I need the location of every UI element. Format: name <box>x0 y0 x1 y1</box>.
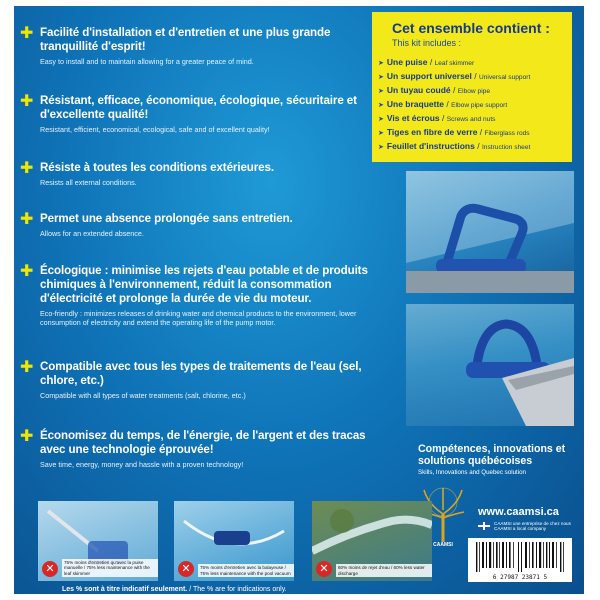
feature-subtitle: Eco-friendly : minimizes releases of drinking water and chemical products to the environment, lower consumption of electricity and extend the operating life of the pump motor. <box>40 309 357 327</box>
website-link[interactable]: www.caamsi.ca <box>478 506 559 518</box>
barcode-icon <box>468 538 572 574</box>
kit-item-en: Universal support <box>478 74 531 81</box>
arrow-icon: ➤ <box>378 60 384 67</box>
barcode-number: 6 27987 23871 5 <box>492 574 548 581</box>
thumbnail-caption: 60% moins de rejet d'eau / 60% less water discharge <box>336 564 432 577</box>
feature-subtitle: Allows for an extended absence. <box>40 229 144 238</box>
kit-item: ➤ Une puise / Leaf skimmer <box>378 57 475 67</box>
feature-item <box>20 357 380 400</box>
arrow-icon: ➤ <box>378 88 384 95</box>
arrow-icon: ➤ <box>378 116 384 123</box>
feature-item <box>20 158 380 187</box>
kit-item-fr: Vis et écrous <box>386 113 440 123</box>
product-photo-skimmer <box>406 171 574 293</box>
feature-subtitle: Resists all external conditions. <box>40 178 137 187</box>
plus-icon: ✚ <box>20 91 34 110</box>
kit-item: ➤ Vis et écrous / Screws and nuts <box>378 113 496 123</box>
thumbnail-caption: 75% moins d'entretien qu'avec la puise manuelle / 75% less maintenance with the leaf skimmer <box>62 559 158 578</box>
skimmer-illustration <box>406 171 574 293</box>
plus-icon: ✚ <box>20 261 34 280</box>
plus-icon: ✚ <box>20 426 34 445</box>
kit-item-fr: Une braquette <box>386 99 445 109</box>
plus-icon: ✚ <box>20 209 34 228</box>
feature-item <box>20 261 380 327</box>
no-icon: ✕ <box>42 561 58 577</box>
kit-list <box>378 56 530 154</box>
thumbnail-caption: 75% moins d'entretien avec la balayeuse / 75% less maintenance with the pool vacuum <box>198 564 294 577</box>
plus-icon: ✚ <box>20 23 34 42</box>
note-fr: Les % sont à titre indicatif seulement. <box>62 586 188 593</box>
no-icon: ✕ <box>178 561 194 577</box>
feature-item <box>20 426 380 469</box>
kit-item: ➤ Un tuyau coudé / Elbow pipe <box>378 85 490 95</box>
kit-item: ➤ Tiges en fibre de verre / Fiberglass rods <box>378 127 530 137</box>
feature-title: Compatible avec tous les types de traitements de l'eau (sel, chlore, etc.) <box>40 360 362 387</box>
feature-item <box>20 209 380 238</box>
percentage-note: Les % sont à titre indicatif seulement. / The % are for indications only. <box>62 586 287 593</box>
kit-item-fr: Un tuyau coudé <box>386 85 451 95</box>
kit-item-en: Elbow pipe <box>457 88 490 95</box>
kit-item: ➤ Une braquette / Elbow pipe support <box>378 99 508 109</box>
arrow-icon: ➤ <box>378 74 384 81</box>
feature-title: Résistant, efficace, économique, écologique, sécuritaire et d'excellente qualité! <box>40 94 357 121</box>
no-icon: ✕ <box>316 561 332 577</box>
plus-icon: ✚ <box>20 158 34 177</box>
kit-item: ➤ Feuillet d'instructions / Instruction sheet <box>378 141 531 151</box>
kit-item-fr: Tiges en fibre de verre <box>386 127 478 137</box>
comparison-thumbnail <box>174 501 294 581</box>
feature-subtitle: Compatible with all types of water treatments (salt, chlorine, etc.) <box>40 391 246 400</box>
arrow-icon: ➤ <box>378 144 384 151</box>
comparison-thumbnail <box>38 501 158 581</box>
kit-item-fr: Un support universel <box>386 71 472 81</box>
company-tagline: Compétences, innovations et solutions québécoises <box>418 443 566 467</box>
kit-item: ➤ Un support universel / Universal support <box>378 71 531 81</box>
comparison-thumbnail <box>312 501 432 581</box>
kit-item-fr: Une puise <box>386 57 428 67</box>
plus-icon: ✚ <box>20 357 34 376</box>
feature-title: Économisez du temps, de l'énergie, de l'argent et des tracas avec une technologie éprouvée! <box>40 429 366 456</box>
feature-title: Permet une absence prolongée sans entretien. <box>40 212 293 225</box>
kit-item-en: Leaf skimmer <box>434 60 475 67</box>
kit-item-en: Fiberglass rods <box>484 130 530 137</box>
package-panel <box>14 6 584 594</box>
company-block <box>418 443 584 476</box>
logo-label: CAAMSI <box>433 542 453 548</box>
feature-title: Facilité d'installation et d'entretien et une plus grande tranquillité d'esprit! <box>40 26 331 53</box>
local-company-text: CAAMSI une entreprise de chez nous CAAMSI a local company <box>494 521 571 531</box>
feature-subtitle: Save time, energy, money and hassle with a proven technology! <box>40 460 244 469</box>
feature-title: Écologique : minimise les rejets d'eau potable et de produits chimiques à l'environnement, réduit la consommation d'électricité et prolonge la durée de vie du moteur. <box>40 264 368 305</box>
company-tagline-en: Skills, Innovations and Quebec solution <box>418 469 527 476</box>
feature-item <box>20 23 380 66</box>
feature-item <box>20 91 380 134</box>
kit-item-en: Screws and nuts <box>446 116 496 123</box>
arrow-icon: ➤ <box>378 130 384 137</box>
kit-item-fr: Feuillet d'instructions <box>386 141 475 151</box>
kit-item-en: Instruction sheet <box>481 144 531 151</box>
arrow-icon: ➤ <box>378 102 384 109</box>
feature-subtitle: Resistant, efficient, economical, ecological, safe and of excellent quality! <box>40 125 270 134</box>
support-illustration <box>406 304 574 426</box>
kit-title: Cet ensemble contient : <box>392 20 550 36</box>
quebec-flag-icon <box>478 522 490 530</box>
product-photo-support <box>406 304 574 426</box>
feature-subtitle: Easy to install and to maintain allowing for a greater peace of mind. <box>40 57 254 66</box>
feature-title: Résiste à toutes les conditions extérieures. <box>40 161 275 174</box>
kit-item-en: Elbow pipe support <box>451 102 508 109</box>
note-en: The % are for indications only. <box>192 586 287 593</box>
barcode <box>468 538 572 582</box>
kit-contents-box <box>372 12 572 162</box>
kit-subtitle: This kit includes : <box>392 38 462 48</box>
